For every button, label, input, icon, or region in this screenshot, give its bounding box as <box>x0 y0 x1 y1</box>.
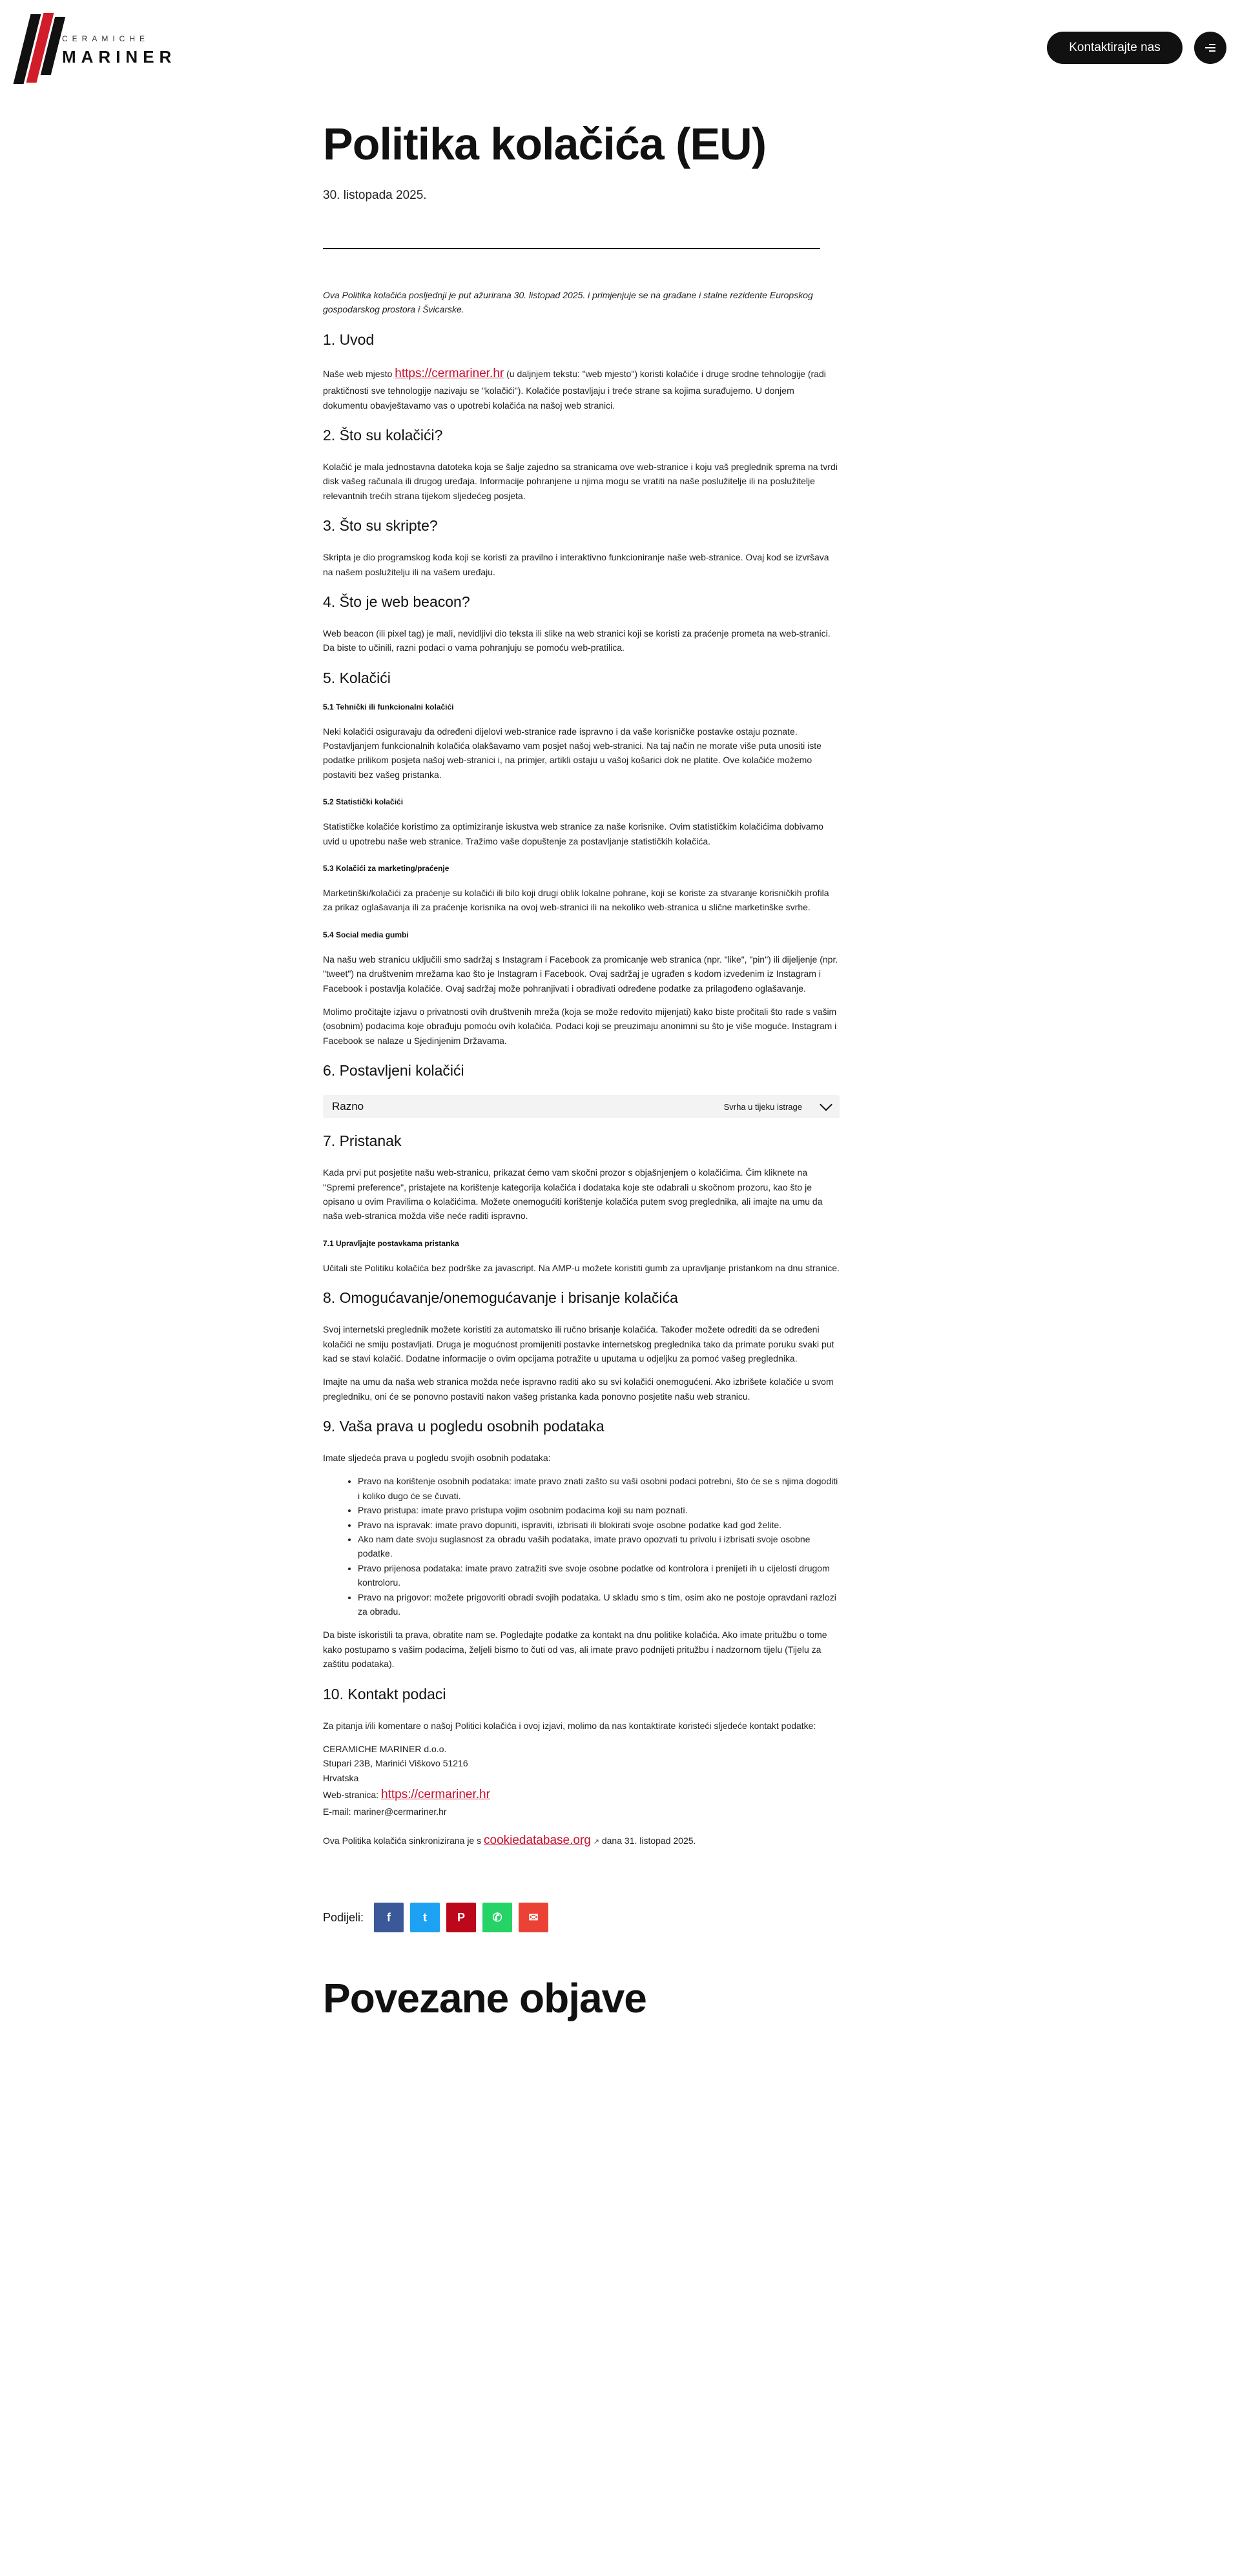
sync-note: Ova Politika kolačića sinkronizirana je s cookiedatabase.org ↗ dana 31. listopad 2025. <box>323 1833 696 1847</box>
publish-date: 30. listopada 2025. <box>323 189 427 202</box>
company-name: CERAMICHE MARINER d.o.o. <box>323 1743 447 1754</box>
facebook-icon: f <box>387 1910 391 1924</box>
pinterest-share-button[interactable] <box>446 1903 476 1932</box>
subsection-heading: 5.1 Tehnički ili funkcionalni kolačići <box>323 702 454 711</box>
section-text: Statističke kolačiće koristimo za optimiziranje iskustva web stranice za naše korisnike. Ovim statističkim kolačićima dobivamo uvid u upotrebu naše web stranice. Tražimo vaše dopuštenje za postavljanje statističkih kolačića. <box>323 821 823 846</box>
email-icon: ✉ <box>528 1910 539 1924</box>
section-heading: 7. Pristanak <box>323 1132 402 1150</box>
website-line: Web-stranica: https://cermariner.hr <box>323 1788 490 1802</box>
email-line: E-mail: mariner@cermariner.hr <box>323 1806 447 1817</box>
rights-list <box>323 1474 840 1619</box>
chevron-down-icon <box>820 1098 832 1111</box>
section-text: Web beacon (ili pixel tag) je mali, nevidljivi dio teksta ili slike na web stranici koji se koristi za praćenje prometa na web-stranici. Da biste to učinili, razni podaci o vama pohranjuju se pomoću web-pratilica. <box>323 628 831 653</box>
contact-button[interactable]: Kontaktirajte nas <box>1047 32 1183 64</box>
section-text: Svoj internetski preglednik možete koristiti za automatsko ili ručno brisanje kolačića. Također možete odrediti da se određeni kolačići ne smiju postavljati. Druga je mogućnost promijeniti postavke internetskog preglednika tako da primate poruku svaki put kad se stavi kolačić. Dodatne informacije o ovim opcijama potražite u uputama u odjeljku za pomoć vašeg preglednika. <box>323 1324 834 1364</box>
section-text: Na našu web stranicu uključili smo sadržaj s Instagram i Facebook za promicanje web stranica (npr. "like", "pin") ili dijeljenje (npr. "tweet") na društvenim mrežama kao što je Instagram i Facebook. Ovaj sadržaj je ugrađen s kodom izvedenim iz Instagram i Facebook i postavlja kolačiće. Ovaj sadržaj može pohranjivati i obrađivati određene podatke za prilagođeno oglašavanje. <box>323 954 838 994</box>
menu-button[interactable] <box>1194 32 1226 64</box>
logo-title: MARINER <box>62 47 177 66</box>
section-text: Učitali ste Politiku kolačića bez podrške za javascript. Na AMP-u možete koristiti gumb za upravljanje pristankom na dnu stranice. <box>323 1262 840 1273</box>
section-text: Marketinški/kolačići za praćenje su kolačići ili bilo koji drugi oblik lokalne pohrane, koji se koriste za stvaranje korisničkih profila za prikaz oglašavanja ili za praćenje korisnika na ovoj web-stranici ili na nekoliko web-stranica u slične marketinške svrhe. <box>323 888 829 913</box>
section-heading: 5. Kolačići <box>323 669 391 686</box>
section-heading: 6. Postavljeni kolačići <box>323 1062 464 1079</box>
section-heading: 8. Omogućavanje/onemogućavanje i brisanje kolačića <box>323 1289 678 1307</box>
intro-text: Ova Politika kolačića posljednji je put ažurirana 30. listopad 2025. i primjenjuje se na građane i stalne rezidente Europskog gospodarskog prostora i Švicarske. <box>323 290 813 315</box>
related-posts-heading: Povezane objave <box>323 1975 646 2021</box>
section-text: Skripta je dio programskog koda koji se koristi za pravilno i interaktivno funkcioniranje naše web-stranice. Ovaj kod se izvršava na našem poslužitelju ili na vašem uređaju. <box>323 552 829 577</box>
section-text: Kolačić je mala jednostavna datoteka koja se šalje zajedno sa stranicama ove web-stranice i koju vaš preglednik sprema na tvrdi disk vašeg računala ili drugog uređaja. Informacije pohranjene u njima mogu se vratiti na naše poslužitelje ili na poslužitelje relevantnih trećih strana tijekom sljedećeg posjeta. <box>323 461 838 501</box>
section-text: Naše web mjesto https://cermariner.hr (u daljnjem tekstu: "web mjesto") koristi kolačiće i druge srodne tehnologije (radi praktičnosti sve tehnologije nazivaju se "kolačići"). Kolačiće postavljaju i treće strane sa kojima surađujemo. U donjem dokumentu obavještavamo vas o upotrebi kolačića na našoj web stranici. <box>323 366 826 411</box>
article-content <box>323 119 840 1859</box>
accordion-title: Razno <box>332 1100 364 1113</box>
country: Hrvatska <box>323 1772 359 1783</box>
section-text: Da biste iskoristili ta prava, obratite nam se. Pogledajte podatke za kontakt na dnu politike kolačića. Ako imate pritužbu o tome kako postupamo s vašim podacima, željeli bismo to čuti od vas, ali imate pravo podnijeti pritužbu i nadzornom tijelu (Tijelu za zaštitu podataka). <box>323 1630 827 1670</box>
share-bar <box>323 1903 555 1932</box>
page-title: Politika kolačića (EU) <box>323 119 767 169</box>
section-heading: 4. Što je web beacon? <box>323 593 470 610</box>
external-link-icon: ↗ <box>593 1837 599 1846</box>
section-text: Za pitanja i/ili komentare o našoj Politici kolačića i ovoj izjavi, molimo da nas kontaktirate koristeći sljedeće kontakt podatke: <box>323 1720 816 1731</box>
twitter-share-button[interactable] <box>410 1903 440 1932</box>
list-item: • Pravo na prigovor: možete prigovoriti obradi svojih podataka. U skladu smo s tim, osim ako ne postoje opravdani razlozi za obradu. <box>358 1590 840 1619</box>
list-item: • Pravo prijenosa podataka: imate pravo zatražiti sve svoje osobne podatke od kontrolora i prenijeti ih u cijelosti drugom kontroloru. <box>358 1561 840 1590</box>
whatsapp-icon: ✆ <box>492 1910 502 1924</box>
share-label: Podijeli: <box>323 1910 364 1924</box>
list-item: • Pravo pristupa: imate pravo pristupa vojim osobnim podacima koji su nam poznati. <box>358 1503 840 1517</box>
twitter-icon: t <box>423 1910 428 1924</box>
list-item: • Pravo na korištenje osobnih podataka: imate pravo znati zašto su vaši osobni podaci potrebni, što će se s njima dogoditi i koliko dugo će se čuvati. <box>358 1474 840 1503</box>
contact-address <box>323 1742 840 1819</box>
accordion-purpose: Svrha u tijeku istrage <box>723 1101 802 1112</box>
section-text: Kada prvi put posjetite našu web-stranicu, prikazat ćemo vam skočni prozor s objašnjenjem o kolačićima. Čim kliknete na "Spremi preference", pristajete na korištenje kategorija kolačića i dodataka koje ste odabrali u skočnom prozoru, kao što je opisano u ovim Pravilima o kolačićima. Možete onemogućiti korištenje kolačića putem svog preglednika, ali imajte na umu da naša web-stranica možda više neće raditi ispravno. <box>323 1167 823 1222</box>
section-text: Imate sljedeća prava u pogledu svojih osobnih podataka: <box>323 1453 551 1464</box>
section-heading: 1. Uvod <box>323 331 375 348</box>
list-item: • Pravo na ispravak: imate pravo dopuniti, ispraviti, izbrisati ili blokirati svoje osobne podatke kad god želite. <box>358 1518 840 1532</box>
street-address: Stupari 23B, Marinići Viškovo 51216 <box>323 1758 468 1769</box>
cookiedatabase-link[interactable]: cookiedatabase.org <box>484 1833 591 1847</box>
section-text: Imajte na umu da naša web stranica možda neće ispravno raditi ako su svi kolačići onemogućeni. Ako izbrišete kolačiće u svom pregledniku, oni će se ponovno postaviti nakon vašeg pristanka kada ponovno posjetite našu web stranicu. <box>323 1376 834 1402</box>
section-heading: 2. Što su kolačići? <box>323 426 443 444</box>
section-heading: 9. Vaša prava u pogledu osobnih podataka <box>323 1418 604 1435</box>
subsection-heading: 5.4 Social media gumbi <box>323 930 409 939</box>
logo[interactable] <box>12 13 176 84</box>
section-heading: 3. Što su skripte? <box>323 517 438 535</box>
section-heading: 10. Kontakt podaci <box>323 1685 446 1702</box>
divider <box>323 248 820 249</box>
logo-subtitle: CERAMICHE <box>62 34 150 43</box>
section-text: Neki kolačići osiguravaju da određeni dijelovi web-stranice rade ispravno i da vaše korisničke postavke ostaju poznate. Postavljanjem funkcionalnih kolačića olakšavamo vam posjet našoj web-stranici. Na taj način ne morate više puta unositi iste podatke prilikom posjeta našoj web-stranici i, na primjer, artikli ostaju u vašoj košarici dok ne platite. Ove kolačiće možemo postaviti bez vašeg pristanka. <box>323 726 822 780</box>
subsection-heading: 7.1 Upravljajte postavkama pristanka <box>323 1238 459 1248</box>
email-share-button[interactable] <box>519 1903 548 1932</box>
website-link[interactable]: https://cermariner.hr <box>395 366 504 380</box>
subsection-heading: 5.2 Statistički kolačići <box>323 797 404 807</box>
pinterest-icon: P <box>457 1910 466 1924</box>
section-text: Molimo pročitajte izjavu o privatnosti ovih društvenih mreža (koja se može redovito mijenjati) kako biste pročitali što rade s vašim (osobnim) podacima koje obrađuju pomoću ovih kolačića. Podaci koji se preuzimaju anonimni su što je više moguće. Instagram i Facebook se nalaze u Sjedinjenim Državama. <box>323 1006 837 1046</box>
menu-icon <box>1205 42 1215 54</box>
contact-website-link[interactable]: https://cermariner.hr <box>381 1788 490 1802</box>
subsection-heading: 5.3 Kolačići za marketing/praćenje <box>323 864 450 874</box>
whatsapp-share-button[interactable] <box>482 1903 512 1932</box>
site-header <box>0 0 1240 97</box>
cookie-accordion[interactable] <box>323 1095 840 1118</box>
logo-mark <box>12 13 58 84</box>
facebook-share-button[interactable] <box>374 1903 404 1932</box>
list-item: • Ako nam date svoju suglasnost za obradu vaših podataka, imate pravo opozvati tu privolu i izbrisati svoje osobne podatke. <box>358 1532 840 1561</box>
